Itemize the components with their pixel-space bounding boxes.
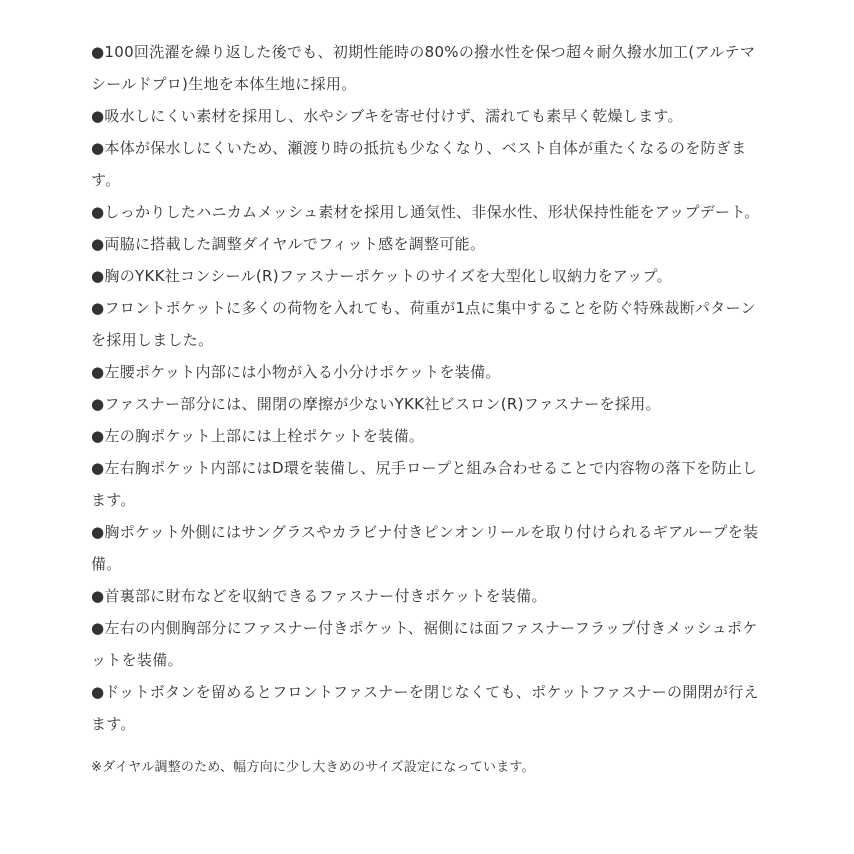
feature-item: ●左右胸ポケット内部にはD環を装備し、尻手ロープと組み合わせることで内容物の落下を防止します。 <box>91 459 758 509</box>
product-description <box>91 36 763 791</box>
feature-item: ●両脇に搭載した調整ダイヤルでフィット感を調整可能。 <box>91 235 486 253</box>
feature-item: ●吸水しにくい素材を採用し、水やシブキを寄せ付けず、濡れても素早く乾燥します。 <box>91 107 683 125</box>
feature-item: ●左の胸ポケット上部には上栓ポケットを装備。 <box>91 427 425 445</box>
feature-list <box>91 36 763 740</box>
feature-item: ●ドットボタンを留めるとフロントファスナーを閉じなくても、ポケットファスナーの開閉が行えます。 <box>91 683 759 733</box>
feature-item: ●左右の内側胸部分にファスナー付きポケット、裾側には面ファスナーフラップ付きメッシュポケットを装備。 <box>91 619 758 669</box>
feature-item: ●100回洗濯を繰り返した後でも、初期性能時の80%の撥水性を保つ超々耐久撥水加工(アルテマシールドプロ)生地を本体生地に採用。 <box>91 43 756 93</box>
feature-item: ●ファスナー部分には、開閉の摩擦が少ないYKK社ビスロン(R)ファスナーを採用。 <box>91 395 661 413</box>
feature-item: ●胸ポケット外側にはサングラスやカラビナ付きピンオンリールを取り付けられるギアループを装備。 <box>91 523 759 573</box>
feature-item: ●しっかりしたハニカムメッシュ素材を採用し通気性、非保水性、形状保持性能をアップデート。 <box>91 203 760 221</box>
feature-item: ●本体が保水しにくいため、瀬渡り時の抵抗も少なくなり、ベスト自体が重たくなるのを防ぎます。 <box>91 139 747 189</box>
feature-item: ●首裏部に財布などを収納できるファスナー付きポケットを装備。 <box>91 587 547 605</box>
feature-item: ●胸のYKK社コンシール(R)ファスナーポケットのサイズを大型化し収納力をアップ。 <box>91 267 672 285</box>
feature-item: ●フロントポケットに多くの荷物を入れても、荷重が1点に集中することを防ぐ特殊裁断パターンを採用しました。 <box>91 299 756 349</box>
size-note: ※ダイヤル調整のため、幅方向に少し大きめのサイズ設定になっています。 <box>91 760 535 775</box>
feature-item: ●左腰ポケット内部には小物が入る小分けポケットを装備。 <box>91 363 501 381</box>
